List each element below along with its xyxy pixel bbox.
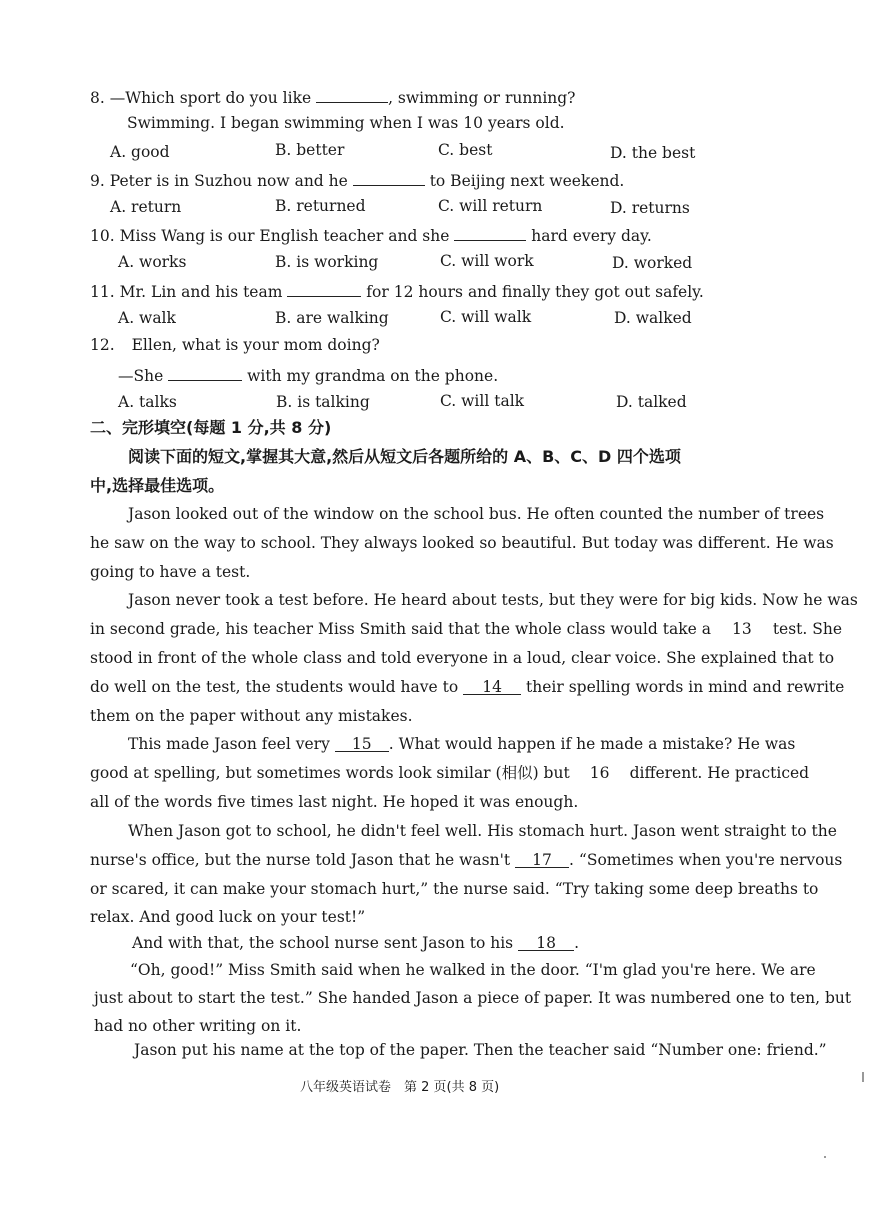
question-8-response: Swimming. I began swimming when I was 10 years old. bbox=[127, 114, 565, 132]
section-title: 二、完形填空(每题 1 分,共 8 分) bbox=[90, 418, 332, 437]
passage-line: had no other writing on it. bbox=[94, 1017, 302, 1035]
scan-speck bbox=[824, 1156, 826, 1158]
passage-text: . bbox=[574, 934, 580, 952]
cloze-blank-17: 17 bbox=[515, 850, 569, 868]
option-c: C. will work bbox=[440, 252, 534, 270]
response-text: —She bbox=[118, 367, 164, 385]
passage-line: he saw on the way to school. They always looked so beautiful. But today was different. He was bbox=[90, 534, 834, 552]
passage-text: test. She bbox=[772, 620, 843, 638]
option-b: B. is working bbox=[275, 253, 379, 271]
passage-line: stood in front of the whole class and told everyone in a loud, clear voice. She explained that to bbox=[90, 649, 835, 667]
passage-text: . What would happen if he made a mistake? He was bbox=[388, 735, 796, 753]
question-11 bbox=[90, 279, 704, 302]
passage-line bbox=[132, 933, 579, 953]
section-instruction: 阅读下面的短文,掌握其大意,然后从短文后各题所给的 A、B、C、D 四个选项 bbox=[128, 447, 681, 466]
option-d: D. returns bbox=[610, 199, 690, 217]
answer-blank bbox=[454, 223, 526, 241]
passage-line: Jason looked out of the window on the school bus. He often counted the number of trees bbox=[128, 505, 825, 523]
passage-text: their spelling words in mind and rewrite bbox=[526, 678, 845, 696]
answer-blank bbox=[168, 363, 242, 381]
passage-line: all of the words five times last night. He hoped it was enough. bbox=[90, 793, 579, 811]
question-number: 10. bbox=[90, 227, 115, 245]
scan-speck bbox=[862, 1072, 864, 1082]
cloze-blank-18: 18 bbox=[518, 933, 574, 951]
question-text: Mr. Lin and his team bbox=[119, 283, 283, 301]
question-text: —Which sport do you like bbox=[109, 89, 312, 107]
question-text: , swimming or running? bbox=[388, 89, 576, 107]
page-footer: 八年级英语试卷 第 2 页(共 8 页) bbox=[300, 1080, 500, 1095]
question-10 bbox=[90, 223, 652, 246]
option-b: B. is talking bbox=[276, 393, 370, 411]
question-8 bbox=[90, 85, 576, 108]
option-a: A. return bbox=[110, 198, 182, 216]
answer-blank bbox=[287, 279, 361, 297]
question-text: Peter is in Suzhou now and he bbox=[109, 172, 348, 190]
passage-line bbox=[90, 763, 809, 783]
option-a: A. works bbox=[118, 253, 187, 271]
option-d: D. talked bbox=[616, 393, 687, 411]
passage-line bbox=[90, 850, 842, 870]
question-9 bbox=[90, 168, 624, 191]
passage-line bbox=[90, 619, 842, 639]
passage-line bbox=[90, 677, 844, 697]
question-text: for 12 hours and finally they got out safely. bbox=[366, 283, 704, 301]
cloze-blank-14: 14 bbox=[463, 677, 521, 695]
passage-line: When Jason got to school, he didn't feel well. His stomach hurt. Jason went straight to the bbox=[128, 822, 837, 840]
passage-line: them on the paper without any mistakes. bbox=[90, 707, 413, 725]
passage-line: just about to start the test.” She handed Jason a piece of paper. It was numbered one to ten, but bbox=[94, 989, 852, 1007]
passage-line: relax. And good luck on your test!” bbox=[90, 908, 366, 926]
option-c: C. will walk bbox=[440, 308, 532, 326]
question-number: 8. bbox=[90, 89, 105, 107]
passage-text: This made Jason feel very bbox=[128, 735, 330, 753]
option-c: C. best bbox=[438, 141, 493, 159]
question-number: 11. bbox=[90, 283, 115, 301]
passage-line: or scared, it can make your stomach hurt,” the nurse said. “Try taking some deep breaths to bbox=[90, 880, 819, 898]
option-b: B. are walking bbox=[275, 309, 389, 327]
question-number: 12. bbox=[90, 336, 115, 354]
passage-text: . “Sometimes when you're nervous bbox=[569, 851, 843, 869]
cloze-blank-13: 13 bbox=[732, 620, 752, 638]
option-a: A. walk bbox=[118, 309, 176, 327]
option-b: B. returned bbox=[275, 197, 366, 215]
cloze-blank-16: 16 bbox=[589, 764, 610, 782]
passage-text: good at spelling, but sometimes words look similar (相似) but bbox=[90, 764, 570, 782]
passage-text: And with that, the school nurse sent Jason to his bbox=[132, 934, 514, 952]
passage-line: going to have a test. bbox=[90, 563, 251, 581]
option-c: C. will return bbox=[438, 197, 543, 215]
section-instruction-cont: 中,选择最佳选项。 bbox=[90, 476, 225, 495]
passage-line: “Oh, good!” Miss Smith said when he walked in the door. “I'm glad you're here. We are bbox=[130, 961, 816, 979]
response-text: with my grandma on the phone. bbox=[247, 367, 499, 385]
option-d: D. walked bbox=[614, 309, 692, 327]
question-text: to Beijing next weekend. bbox=[429, 172, 625, 190]
question-12 bbox=[90, 335, 380, 355]
passage-line: Jason never took a test before. He heard about tests, but they were for big kids. Now he was bbox=[128, 591, 858, 609]
passage-text: nurse's office, but the nurse told Jason that he wasn't bbox=[90, 851, 511, 869]
option-a: A. talks bbox=[118, 393, 177, 411]
question-number: 9. bbox=[90, 172, 105, 190]
passage-text: different. He practiced bbox=[629, 764, 810, 782]
passage-text: do well on the test, the students would have to bbox=[90, 678, 459, 696]
cloze-blank-15: 15 bbox=[335, 734, 389, 752]
question-text: hard every day. bbox=[531, 227, 652, 245]
option-d: D. the best bbox=[610, 144, 696, 162]
answer-blank bbox=[316, 85, 388, 103]
option-a: A. good bbox=[110, 143, 170, 161]
question-text: Ellen, what is your mom doing? bbox=[131, 336, 380, 354]
passage-line: Jason put his name at the top of the paper. Then the teacher said “Number one: friend.” bbox=[134, 1041, 827, 1059]
option-c: C. will talk bbox=[440, 392, 525, 410]
question-12-response bbox=[118, 363, 498, 386]
question-text: Miss Wang is our English teacher and she bbox=[119, 227, 450, 245]
passage-line bbox=[128, 734, 795, 754]
passage-text: in second grade, his teacher Miss Smith said that the whole class would take a bbox=[90, 620, 711, 638]
option-b: B. better bbox=[275, 141, 345, 159]
option-d: D. worked bbox=[612, 254, 693, 272]
answer-blank bbox=[353, 168, 425, 186]
